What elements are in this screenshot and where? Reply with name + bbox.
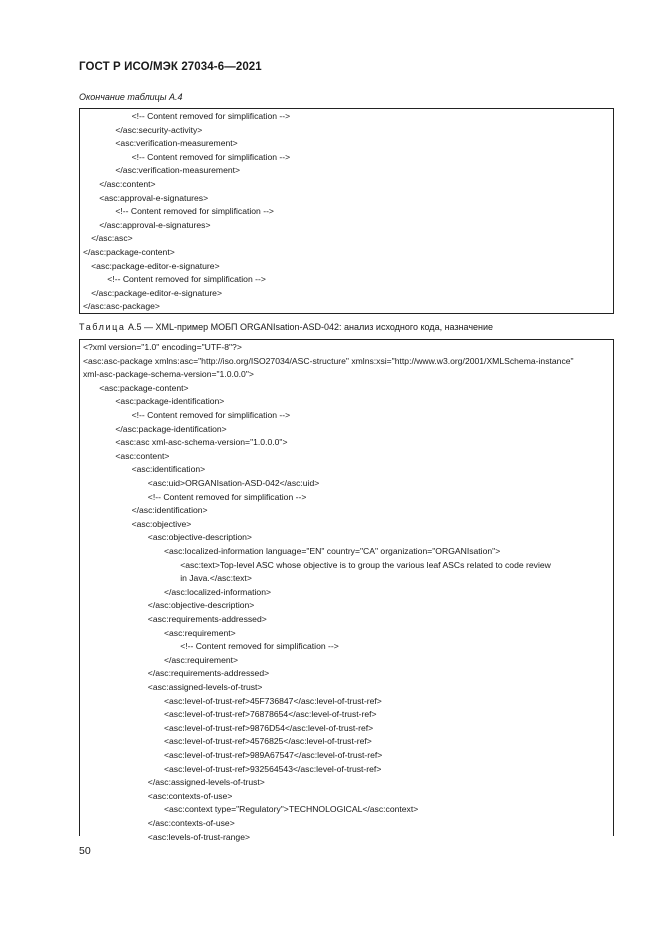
code-line-text: <asc:identification> [131, 464, 206, 475]
table-a4-caption: Окончание таблицы А.4 [79, 92, 183, 102]
page-number: 50 [79, 845, 91, 857]
code-line [80, 395, 613, 409]
code-line [80, 545, 613, 559]
code-line [80, 695, 613, 709]
code-line-text: <!-- Content removed for simplification --> [147, 491, 307, 502]
code-line-text: <asc:package-content> [99, 382, 189, 393]
code-line-text: <!-- Content removed for simplification --> [131, 151, 291, 162]
code-line-text: xml-asc-package-schema-version="1.0.0.0"> [83, 369, 254, 380]
code-line-text: <asc:requirement> [164, 627, 236, 638]
code-line [80, 531, 613, 545]
code-line [80, 260, 613, 274]
code-line [80, 491, 613, 505]
code-line [80, 654, 613, 668]
code-line [80, 124, 613, 138]
code-line [80, 763, 613, 777]
code-line [80, 831, 613, 845]
code-line [80, 287, 613, 301]
code-line [80, 151, 613, 165]
code-line-text: </asc:package-content> [83, 247, 175, 257]
code-line [80, 273, 613, 287]
table-a5-caption [79, 322, 493, 332]
document-header: ГОСТ Р ИСО/МЭК 27034-6—2021 [79, 61, 262, 73]
code-line-text: </asc:content> [99, 179, 156, 189]
code-line [80, 749, 613, 763]
code-line-text: <asc:contexts-of-use> [147, 790, 233, 801]
code-line [80, 790, 613, 804]
table-a4-code-box [79, 108, 614, 314]
code-line-text: <asc:asc-package xmlns:asc="http://iso.org/ISO27034/ASC-structure" xmlns:xsi="http://www.w3.org/2001/XMLSchema-instance" [83, 355, 574, 366]
code-line [80, 776, 613, 790]
code-line-text: <asc:level-of-trust-ref>76878654</asc:level-of-trust-ref> [164, 709, 377, 720]
code-line-text: <asc:package-editor-e-signature> [91, 260, 220, 271]
code-line-text: <asc:assigned-levels-of-trust> [147, 682, 263, 692]
code-line-text: <asc:localized-information language="EN" country="CA" organization="ORGANIsation"> [164, 546, 501, 556]
code-line-text: <asc:levels-of-trust-range> [147, 831, 251, 842]
code-line [80, 137, 613, 151]
code-line-text: </asc:objective-description> [147, 600, 255, 611]
code-line-text: <asc:level-of-trust-ref>4576825</asc:level-of-trust-ref> [164, 736, 372, 747]
code-line-text: <asc:approval-e-signatures> [99, 192, 209, 203]
code-line [80, 681, 613, 695]
code-line [80, 409, 613, 423]
code-line [80, 599, 613, 613]
code-line [80, 192, 613, 206]
code-line [80, 232, 613, 246]
code-line-text: <!-- Content removed for simplification --> [131, 111, 291, 121]
code-line [80, 246, 613, 260]
code-line-text: </asc:identification> [131, 505, 208, 516]
code-line-text: <asc:text>Top-level ASC whose objective is to group the various leaf ASCs related to code review [180, 559, 551, 570]
code-line [80, 559, 613, 573]
code-line-text: <asc:package-identification> [115, 396, 225, 407]
code-line [80, 300, 613, 314]
code-line [80, 368, 613, 382]
code-line-text: <!-- Content removed for simplification --> [180, 641, 339, 652]
code-line-text: </asc:requirements-addressed> [147, 668, 270, 679]
code-line [80, 586, 613, 600]
code-line-text: <asc:content> [115, 450, 170, 461]
code-line-text: <asc:asc xml-asc-schema-version="1.0.0.0"> [115, 437, 288, 448]
code-line [80, 722, 613, 736]
table-a5-caption-text: А.5 — XML-пример МОБП ORGANIsation-ASD-042: анализ исходного кода, назначение [125, 322, 494, 332]
code-line [80, 110, 613, 124]
code-line-text: <asc:context type="Regulatory">TECHNOLOGICAL</asc:context> [164, 804, 419, 815]
code-line-text: <asc:level-of-trust-ref>9876D54</asc:level-of-trust-ref> [164, 722, 374, 733]
code-line-text: </asc:assigned-levels-of-trust> [147, 777, 265, 788]
code-line-text: <asc:uid>ORGANIsation-ASD-042</asc:uid> [147, 478, 320, 488]
code-line [80, 735, 613, 749]
code-line [80, 518, 613, 532]
code-line-text: <!-- Content removed for simplification --> [107, 274, 266, 285]
code-line [80, 219, 613, 233]
table-a5-caption-prefix: Таблица [79, 322, 126, 332]
code-line [80, 382, 613, 396]
code-line [80, 613, 613, 627]
code-line [80, 423, 613, 437]
code-line-text: <asc:objective-description> [147, 532, 252, 543]
code-line [80, 355, 613, 369]
code-line [80, 477, 613, 491]
code-line [80, 640, 613, 654]
code-line [80, 205, 613, 219]
code-line [80, 164, 613, 178]
code-line-text: in Java.</asc:text> [180, 573, 252, 584]
code-line-text: </asc:localized-information> [164, 586, 271, 597]
code-line-text: </asc:asc> [91, 233, 133, 244]
code-line [80, 436, 613, 450]
code-line [80, 341, 613, 355]
code-line-text: </asc:security-activity> [115, 124, 203, 135]
code-line-text: <?xml version="1.0" encoding="UTF-8"?> [83, 342, 242, 352]
code-line-text: <asc:requirements-addressed> [147, 614, 267, 624]
code-line [80, 667, 613, 681]
code-line-text: <asc:level-of-trust-ref>989A67547</asc:level-of-trust-ref> [164, 750, 383, 760]
code-line-text: <asc:level-of-trust-ref>45F736847</asc:level-of-trust-ref> [164, 695, 382, 706]
code-line-text: </asc:package-identification> [115, 423, 227, 434]
code-line [80, 572, 613, 586]
code-line [80, 817, 613, 831]
code-line-text: </asc:package-editor-e-signature> [91, 287, 222, 298]
code-line-text: <asc:objective> [131, 518, 192, 529]
code-line [80, 708, 613, 722]
code-line-text: <!-- Content removed for simplification --> [115, 206, 274, 217]
code-line-text: </asc:verification-measurement> [115, 165, 241, 176]
code-line-text: <!-- Content removed for simplification --> [131, 410, 291, 420]
code-line-text: </asc:approval-e-signatures> [99, 219, 211, 230]
table-a5-code-box [79, 339, 614, 842]
code-line-text: <asc:verification-measurement> [115, 138, 238, 149]
code-line [80, 803, 613, 817]
code-line-text: </asc:contexts-of-use> [147, 818, 235, 828]
code-line [80, 504, 613, 518]
code-line-text: </asc:requirement> [164, 654, 239, 665]
code-line [80, 627, 613, 641]
code-line-text: <asc:level-of-trust-ref>932564543</asc:level-of-trust-ref> [164, 763, 382, 774]
code-line [80, 463, 613, 477]
code-line-text: </asc:asc-package> [83, 301, 160, 312]
code-line [80, 450, 613, 464]
code-line [80, 178, 613, 192]
